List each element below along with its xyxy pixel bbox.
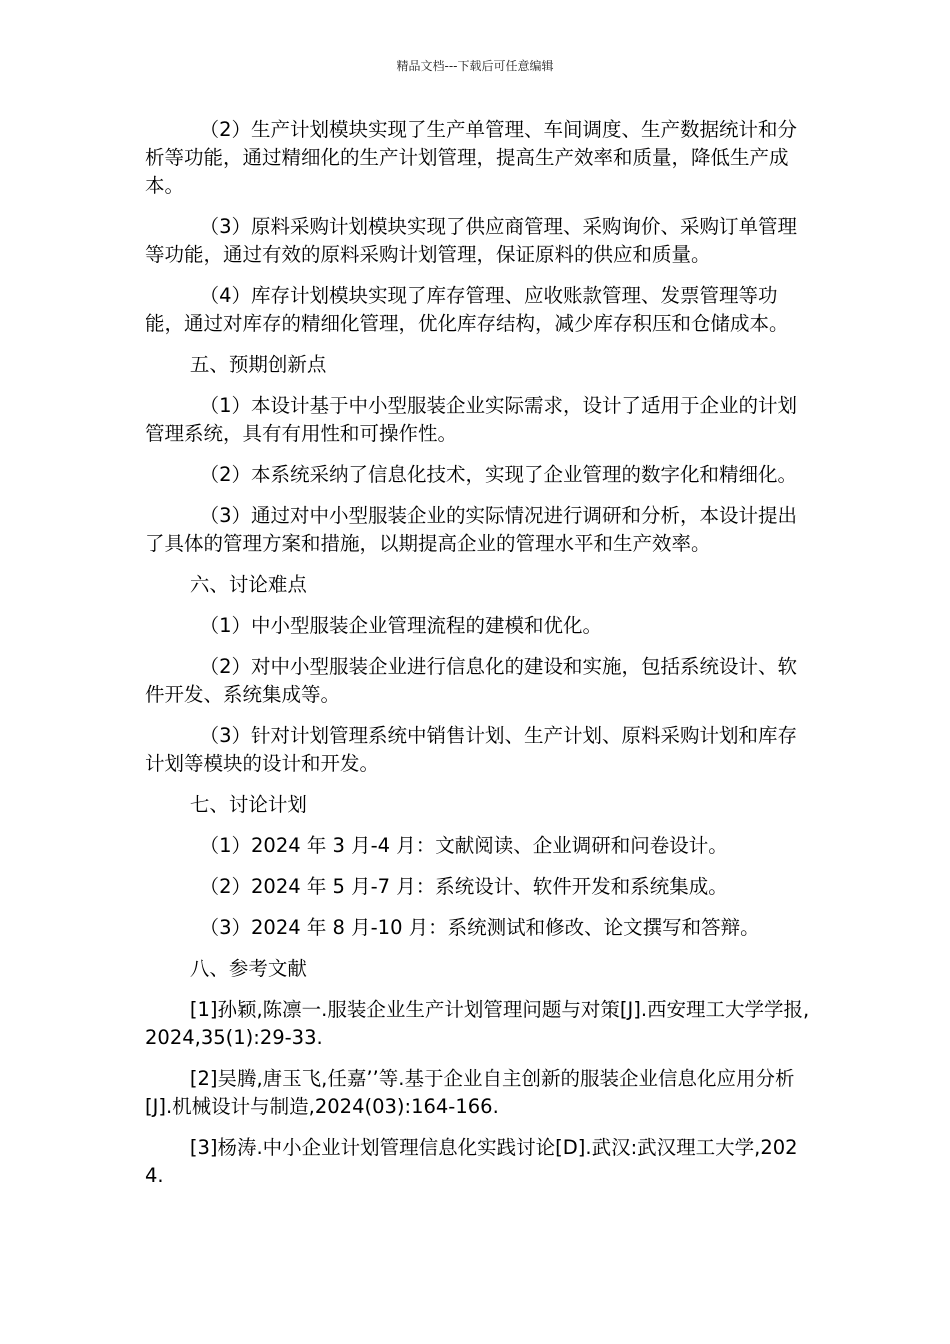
section-heading-difficulties: 六、讨论难点 — [189, 573, 307, 596]
reference-1: [1]孙颖,陈凛一.服装企业生产计划管理问题与对策[J].西安理工大学学报,2024,35(1):29-33. — [145, 998, 810, 1049]
paragraph-schedule-2: （2）2024 年 5 月-7 月：系统设计、软件开发和系统集成。 — [199, 875, 728, 898]
paragraph-innovation-1: （1）本设计基于中小型服装企业实际需求，设计了适用于企业的计划管理系统，具有有用性和可操作性。 — [145, 394, 798, 445]
section-heading-innovation: 五、预期创新点 — [189, 353, 327, 376]
paragraph-production-plan: （2）生产计划模块实现了生产单管理、车间调度、生产数据统计和分析等功能，通过精细化的生产计划管理，提高生产效率和质量，降低生产成本。 — [145, 118, 798, 197]
document-body — [145, 116, 815, 1203]
section-heading-references: 八、参考文献 — [189, 957, 307, 980]
paragraph-procurement-plan: （3）原料采购计划模块实现了供应商管理、采购询价、采购订单管理等功能，通过有效的原料采购计划管理，保证原料的供应和质量。 — [145, 215, 798, 266]
paragraph-difficulty-2: （2）对中小型服装企业进行信息化的建设和实施，包括系统设计、软件开发、系统集成等。 — [145, 655, 798, 706]
paragraph-innovation-2: （2）本系统采纳了信息化技术，实现了企业管理的数字化和精细化。 — [199, 463, 798, 486]
paragraph-schedule-3: （3）2024 年 8 月-10 月：系统测试和修改、论文撰写和答辩。 — [199, 916, 760, 939]
paragraph-schedule-1: （1）2024 年 3 月-4 月：文献阅读、企业调研和问卷设计。 — [199, 834, 728, 857]
paragraph-difficulty-3: （3）针对计划管理系统中销售计划、生产计划、原料采购计划和库存计划等模块的设计和开发。 — [145, 724, 798, 775]
page-header: 精品文档---下载后可任意编辑 — [396, 59, 554, 73]
section-heading-schedule: 七、讨论计划 — [189, 793, 307, 816]
reference-3: [3]杨涛.中小企业计划管理信息化实践讨论[D].武汉:武汉理工大学,2024. — [145, 1136, 798, 1187]
paragraph-innovation-3: （3）通过对中小型服装企业的实际情况进行调研和分析，本设计提出了具体的管理方案和措施，以期提高企业的管理水平和生产效率。 — [145, 504, 798, 555]
reference-2: [2]吴腾,唐玉飞,任嘉’’等.基于企业自主创新的服装企业信息化应用分析[J].机械设计与制造,2024(03):164-166. — [145, 1067, 795, 1118]
paragraph-inventory-plan: （4）库存计划模块实现了库存管理、应收账款管理、发票管理等功能，通过对库存的精细化管理，优化库存结构，减少库存积压和仓储成本。 — [145, 284, 789, 335]
paragraph-difficulty-1: （1）中小型服装企业管理流程的建模和优化。 — [199, 614, 603, 637]
